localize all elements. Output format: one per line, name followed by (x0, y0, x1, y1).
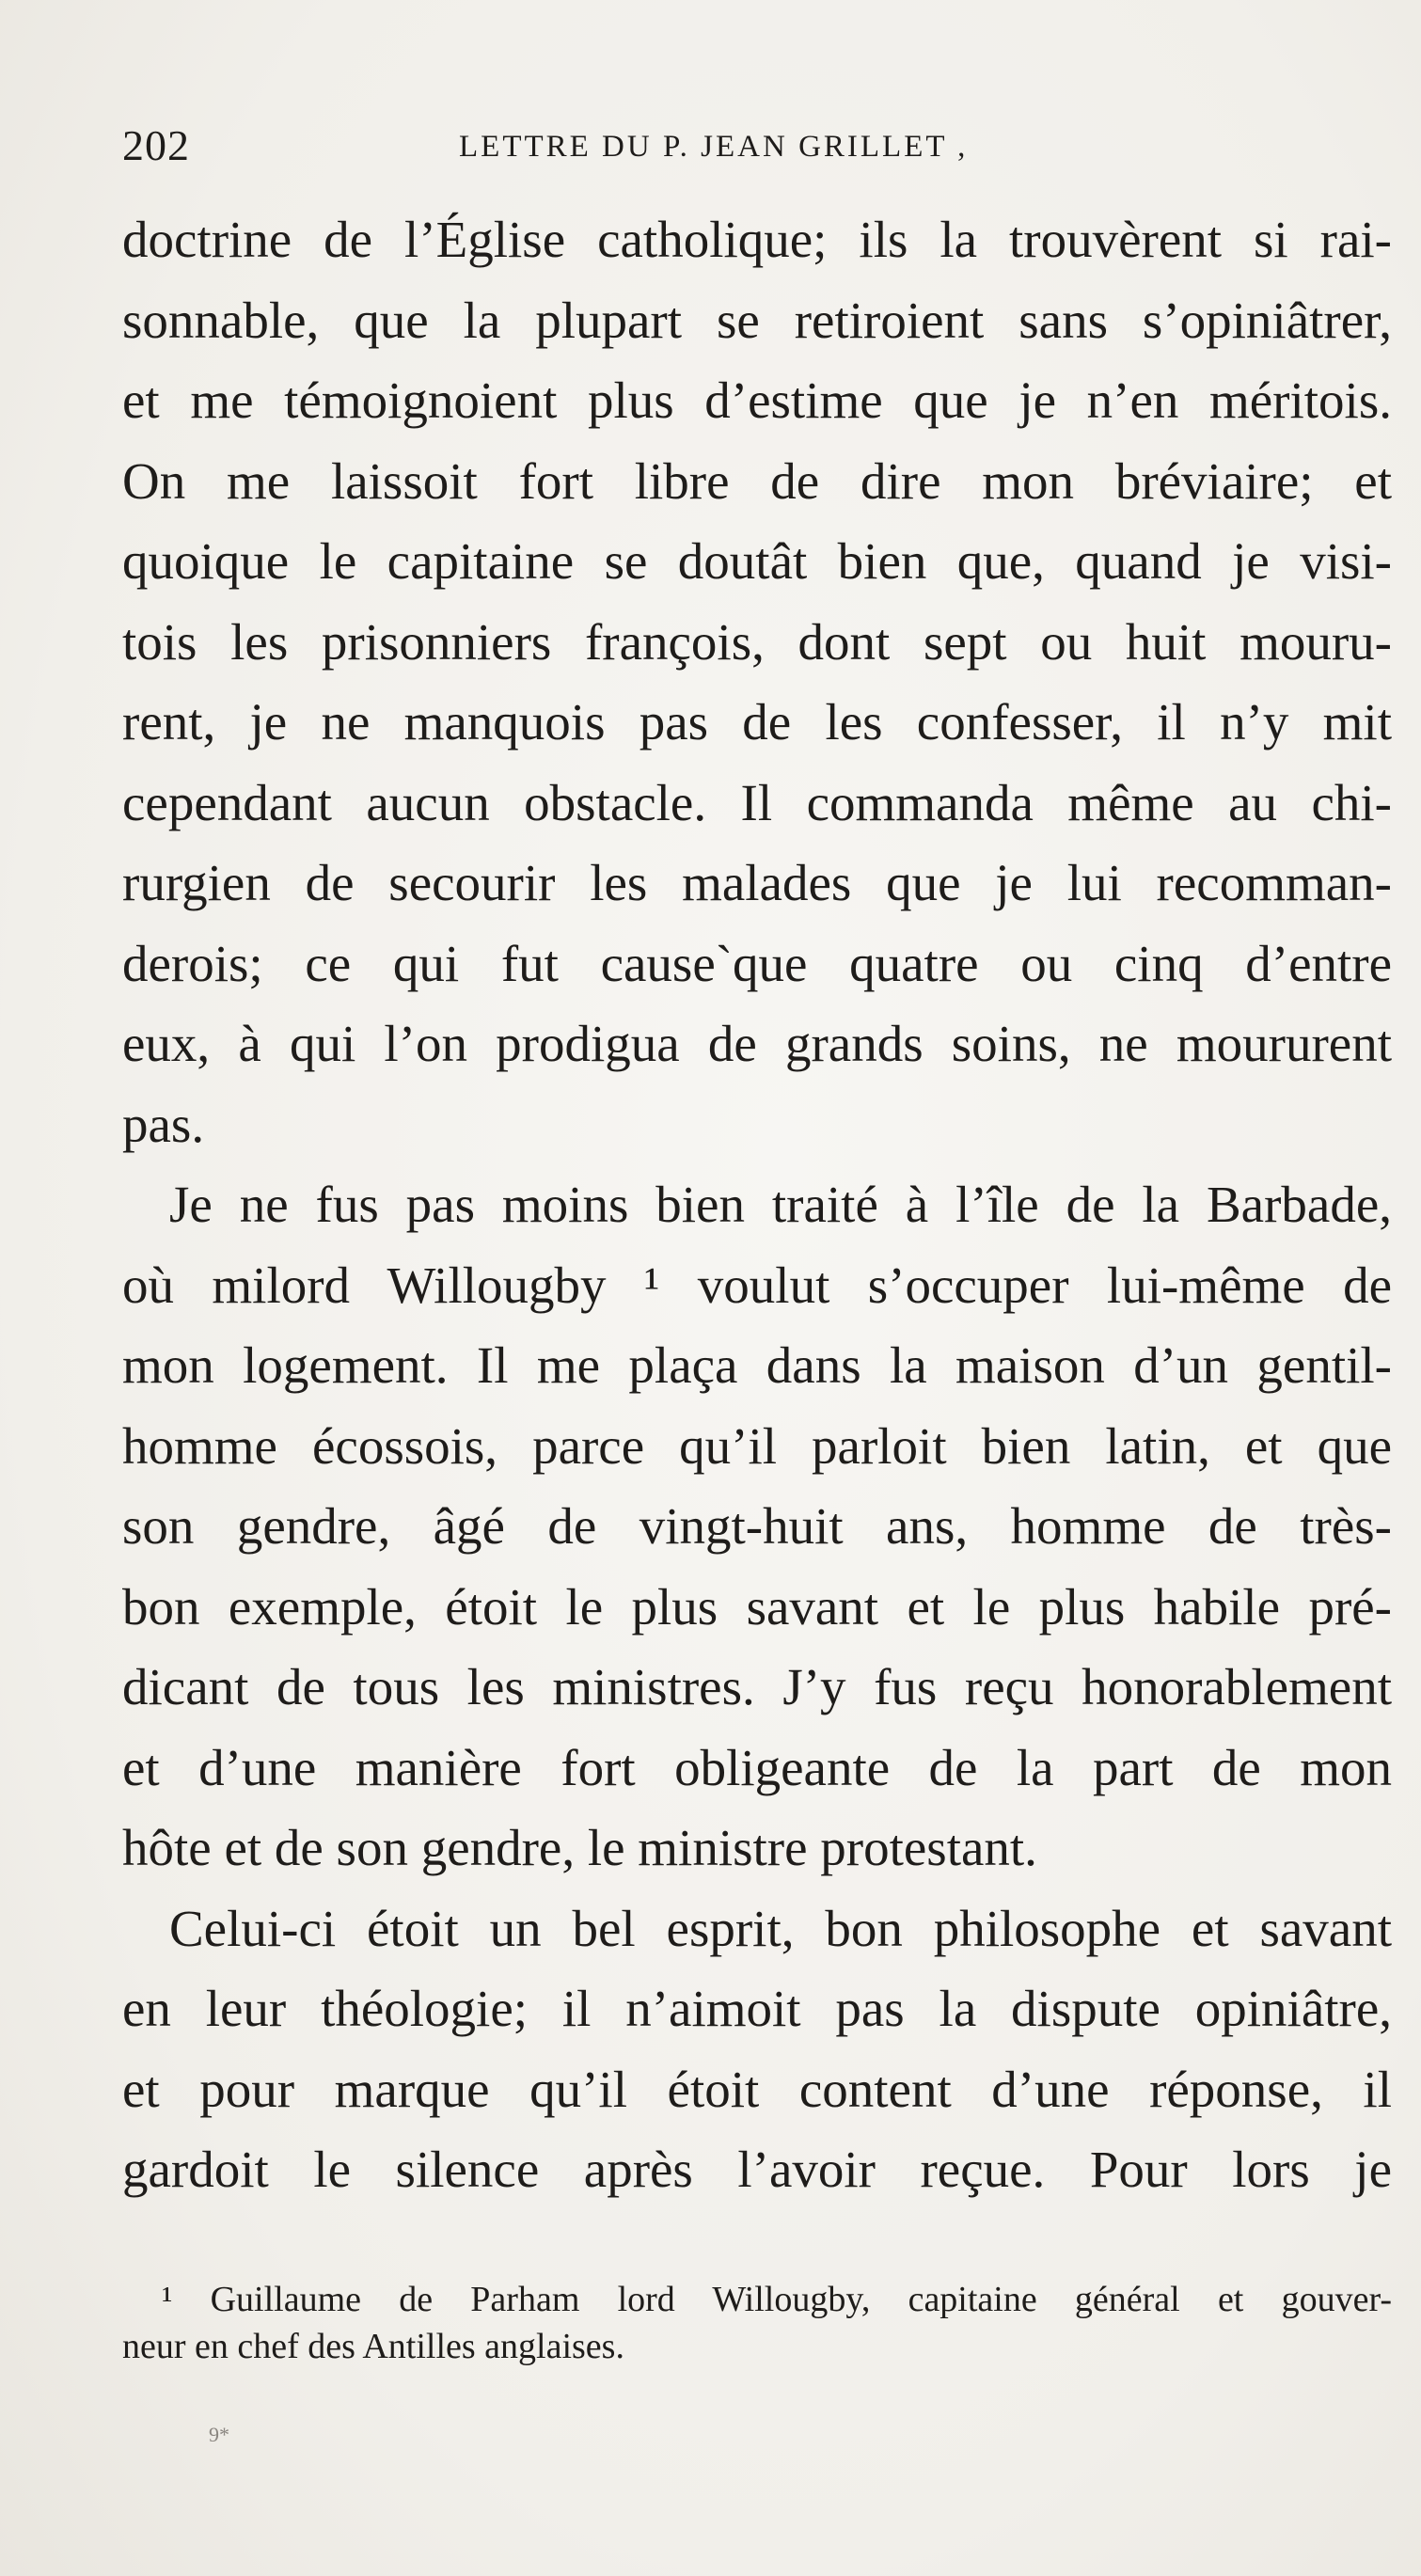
page-header (122, 120, 1345, 177)
printer-signature: 9* (209, 2423, 229, 2446)
text-line: hôte et de son gendre, le ministre protestant. (122, 1819, 1037, 1876)
text-line: et d’une manière fort obligeante de la part de mon (122, 1738, 1392, 1796)
text-line: homme écossois, parce qu’il parloit bien latin, et que (122, 1416, 1392, 1475)
footnote (122, 2276, 1392, 2370)
text-line: quoique le capitaine se doutât bien que, quand je visi- (122, 532, 1392, 590)
text-line: rent, je ne manquois pas de les confesser, il n’y mit (122, 693, 1392, 751)
text-line: en leur théologie; il n’aimoit pas la dispute opiniâtre, (122, 1980, 1392, 2037)
footnote-line: neur en chef des Antilles anglaises. (122, 2327, 624, 2366)
text-line: cependant aucun obstacle. Il commanda même au chi- (122, 773, 1392, 831)
text-line: eux, à qui l’on prodigua de grands soins, ne moururent (122, 1015, 1392, 1072)
text-line: Je ne fus pas moins bien traité à l’île de la Barbade, (169, 1176, 1392, 1233)
text-line: où milord Willougby ¹ voulut s’occuper lui-même de (122, 1256, 1392, 1314)
text-line: gardoit le silence après l’avoir reçue. Pour lors je (122, 2141, 1392, 2198)
body-text (122, 199, 1392, 2210)
text-line: son gendre, âgé de vingt-huit ans, homme de très- (122, 1497, 1392, 1555)
page-number: 202 (122, 121, 190, 169)
text-line: derois; ce qui fut cause`que quatre ou cinq d’entre (122, 934, 1392, 992)
text-line: Celui-ci étoit un bel esprit, bon philosophe et savant (169, 1899, 1392, 1957)
text-line: et pour marque qu’il étoit content d’une réponse, il (122, 2060, 1392, 2118)
text-line: sonnable, que la plupart se retiroient sans s’opiniâtrer, (122, 291, 1392, 349)
text-line: rurgien de secourir les malades que je lui recomman- (122, 854, 1392, 911)
text-line: mon logement. Il me plaça dans la maison d’un gentil- (122, 1336, 1392, 1394)
text-line: bon exemple, étoit le plus savant et le plus habile pré- (122, 1577, 1392, 1636)
footnote-line: ¹ Guillaume de Parham lord Willougby, capitaine général et gouver- (162, 2280, 1392, 2319)
text-line: dicant de tous les ministres. J’y fus reçu honorablement (122, 1658, 1392, 1715)
text-line: et me témoignoient plus d’estime que je n’en méritois. (122, 371, 1392, 429)
running-head: LETTRE DU P. JEAN GRILLET , (459, 130, 969, 164)
text-line: tois les prisonniers françois, dont sept ou huit mouru- (122, 612, 1392, 671)
text-line: pas. (122, 1095, 205, 1153)
text-line: On me laissoit fort libre de dire mon bréviaire; et (122, 451, 1392, 510)
text-line: doctrine de l’Église catholique; ils la trouvèrent si rai- (122, 211, 1392, 268)
